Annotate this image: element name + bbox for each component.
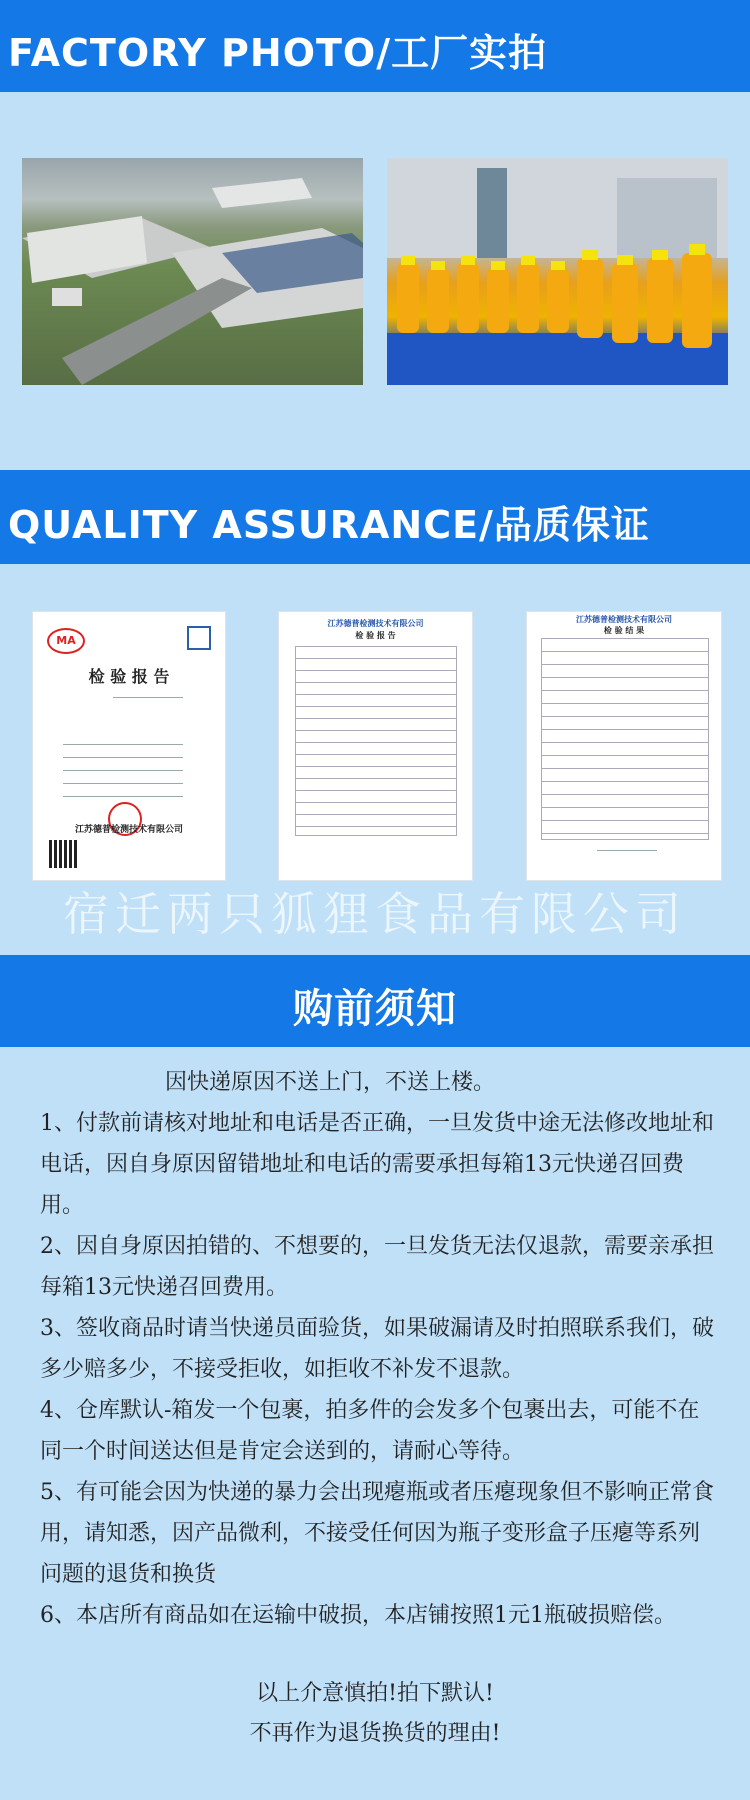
report-company: 江苏德普检测技术有限公司: [74, 825, 183, 835]
factory-aerial-photo: [22, 158, 363, 385]
notice-item-3: 3、签收商品时请当快递员面验货，如果破漏请及时拍照联系我们，破多少赔多少，不接受拒收，如拒收不补发不退款。: [40, 1316, 714, 1382]
notice-item-2: 2、因自身原因拍错的、不想要的，一旦发货无法仅退款，需要亲承担每箱13元快递召回费用。: [40, 1234, 714, 1300]
factory-banner: [0, 0, 750, 92]
report-company-header: 江苏德普检测技术有限公司: [327, 619, 424, 628]
purchase-notice: [40, 1062, 720, 1636]
factory-title: FACTORY PHOTO/工厂实拍: [8, 31, 548, 75]
closing-line-1: 以上介意慎拍!拍下默认!: [256, 1681, 494, 1706]
cnas-logo: [187, 626, 211, 650]
notice-item-6: 6、本店所有商品如在运输中破损，本店铺按照1元1瓶破损赔偿。: [40, 1603, 676, 1628]
results-title: 检 验 结 果: [603, 626, 645, 635]
inspection-results-page: [527, 612, 721, 880]
report-table: [295, 646, 457, 836]
notice-title: 购前须知: [293, 986, 457, 1032]
results-company-header: 江苏德普检测技术有限公司: [576, 615, 672, 624]
qr-code: [49, 840, 77, 868]
report-subtitle: 检 验 报 告: [355, 631, 396, 640]
inspection-report-page: [279, 612, 472, 880]
notice-intro: 因快递原因不送上门，不送上楼。: [165, 1070, 496, 1095]
quality-banner: [0, 470, 750, 564]
notice-banner: [0, 955, 750, 1047]
notice-item-5: 5、有可能会因为快递的暴力会出现瘪瓶或者压瘪现象但不影响正常食用，请知悉，因产品微利，不接受任何因为瓶子变形盒子压瘪等系列问题的退货和换货: [40, 1480, 714, 1587]
bottling-line-photo: [387, 158, 728, 385]
closing-line-2: 不再作为退货换货的理由!: [249, 1721, 501, 1746]
inspection-report-cover: [33, 612, 225, 880]
company-watermark: 宿迁两只狐狸食品有限公司: [63, 887, 687, 941]
results-table: [541, 638, 709, 840]
quality-title: QUALITY ASSURANCE/品质保证: [8, 503, 650, 547]
report-title: 检 验 报 告: [88, 667, 170, 686]
notice-item-1: 1、付款前请核对地址和电话是否正确，一旦发货中途无法修改地址和电话，因自身原因留错地址和电话的需要承担每箱13元快递召回费用。: [40, 1111, 714, 1218]
notice-item-4: 4、仓库默认-箱发一个包裹，拍多件的会发多个包裹出去，可能不在同一个时间送达但是肯定会送到的，请耐心等待。: [40, 1398, 700, 1464]
cma-logo: MA: [47, 628, 85, 654]
